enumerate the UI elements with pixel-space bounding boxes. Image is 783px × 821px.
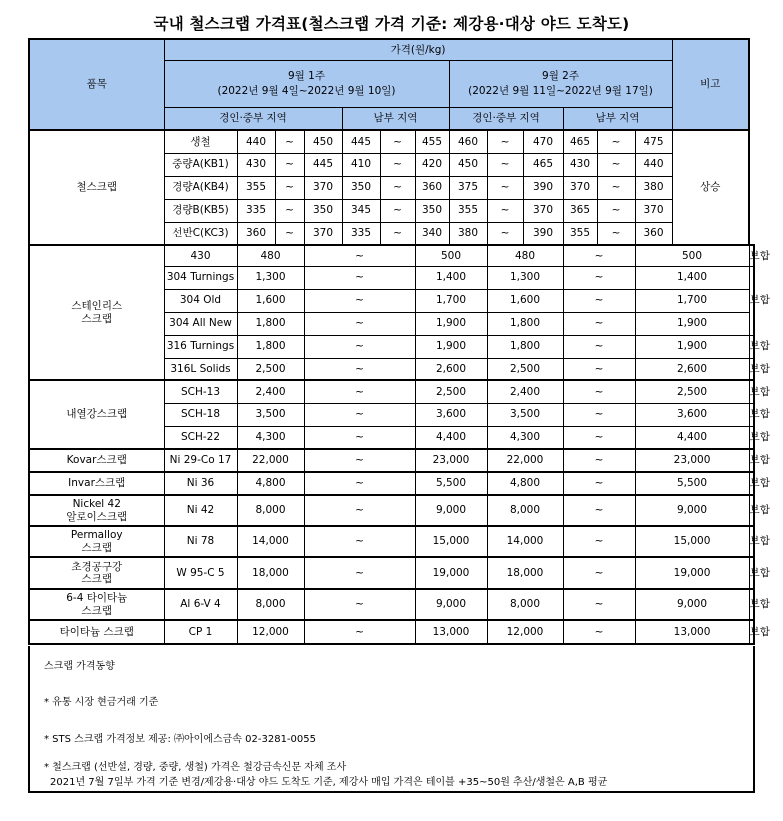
- header-price-unit: 가격(원/kg): [164, 39, 672, 60]
- grade-cell: W 95-C 5: [164, 557, 237, 589]
- range-separator: ~: [304, 312, 415, 335]
- grade-cell: 경량A(KB4): [164, 176, 237, 199]
- price-cell: 340: [415, 222, 449, 245]
- price-cell: 3,600: [635, 403, 749, 426]
- category-alloy-line1: Invar스크랩: [68, 477, 126, 490]
- price-cell: 1,800: [237, 312, 304, 335]
- grade-cell: CP 1: [164, 620, 237, 644]
- price-cell: 14,000: [487, 526, 563, 557]
- range-separator: ~: [380, 130, 415, 153]
- table-row: [29, 130, 754, 153]
- remark-cell: 보합: [749, 266, 754, 335]
- category-alloy: [29, 526, 164, 557]
- range-separator: ~: [563, 358, 635, 380]
- price-cell: 1,600: [487, 289, 563, 312]
- grade-cell: 304 Turnings: [164, 266, 237, 289]
- category-stainless: [29, 245, 164, 380]
- price-cell: 2,400: [237, 380, 304, 403]
- price-cell: 1,900: [635, 312, 749, 335]
- price-cell: 4,300: [487, 426, 563, 449]
- range-separator: ~: [304, 380, 415, 403]
- category-alloy-line2: 알로이스크랩: [66, 510, 128, 523]
- price-cell: 480: [237, 245, 304, 266]
- remark-cell: 보합: [749, 620, 754, 644]
- price-cell: 460: [449, 130, 487, 153]
- price-cell: 1,400: [635, 266, 749, 289]
- range-separator: ~: [304, 335, 415, 358]
- price-cell: 8,000: [237, 495, 304, 526]
- price-cell: 9,000: [415, 589, 487, 620]
- price-cell: 23,000: [635, 449, 749, 472]
- note-cash-basis: * 유통 시장 현금거래 기준: [44, 697, 159, 708]
- grade-cell: Ni 42: [164, 495, 237, 526]
- grade-cell: 경량B(KB5): [164, 199, 237, 222]
- grade-cell: Al 6-V 4: [164, 589, 237, 620]
- price-cell: 390: [523, 176, 563, 199]
- range-separator: ~: [487, 176, 523, 199]
- range-separator: ~: [487, 153, 523, 176]
- category-alloy: [29, 620, 164, 644]
- grade-cell: 선반C(KC3): [164, 222, 237, 245]
- range-separator: ~: [563, 426, 635, 449]
- table-row: [29, 245, 754, 266]
- range-separator: ~: [563, 620, 635, 644]
- price-cell: 22,000: [237, 449, 304, 472]
- price-cell: 420: [415, 153, 449, 176]
- price-cell: 445: [304, 153, 342, 176]
- grade-cell: SCH-22: [164, 426, 237, 449]
- range-separator: ~: [597, 130, 635, 153]
- price-cell: 13,000: [415, 620, 487, 644]
- price-cell: 350: [304, 199, 342, 222]
- range-separator: ~: [563, 245, 635, 266]
- category-alloy: [29, 589, 164, 620]
- week1-range: (2022년 9월 4일~2022년 9월 10일): [217, 85, 396, 97]
- price-cell: 2,600: [635, 358, 749, 380]
- price-cell: 15,000: [415, 526, 487, 557]
- price-cell: 19,000: [415, 557, 487, 589]
- price-cell: 18,000: [487, 557, 563, 589]
- notes-box: [28, 646, 755, 793]
- remark-cell: 보합: [749, 495, 754, 526]
- price-cell: 1,600: [237, 289, 304, 312]
- price-cell: 12,000: [487, 620, 563, 644]
- price-cell: 480: [487, 245, 563, 266]
- price-cell: 1,700: [635, 289, 749, 312]
- week2-region-south: 남부 지역: [563, 107, 672, 130]
- range-separator: ~: [563, 266, 635, 289]
- range-separator: ~: [304, 589, 415, 620]
- price-cell: 1,900: [415, 335, 487, 358]
- range-separator: ~: [304, 526, 415, 557]
- range-separator: ~: [597, 176, 635, 199]
- remark-cell: 보합: [749, 526, 754, 557]
- price-cell: 500: [415, 245, 487, 266]
- note-basis-change: 2021년 7월 7일부 가격 기준 변경/제강용·대상 야드 도착도 기준, 제강사 매입 가격은 테이블 +35~50원 추산/생철은 A,B 평균: [50, 777, 608, 788]
- remark-cell: 보합: [749, 589, 754, 620]
- price-cell: 355: [563, 222, 597, 245]
- grade-cell: Ni 78: [164, 526, 237, 557]
- price-cell: 1,800: [237, 335, 304, 358]
- price-cell: 380: [635, 176, 672, 199]
- range-separator: ~: [487, 130, 523, 153]
- range-separator: ~: [597, 153, 635, 176]
- range-separator: ~: [275, 199, 304, 222]
- price-cell: 430: [563, 153, 597, 176]
- price-cell: 1,400: [415, 266, 487, 289]
- price-cell: 370: [563, 176, 597, 199]
- range-separator: ~: [304, 266, 415, 289]
- table-row: [29, 472, 754, 495]
- range-separator: ~: [304, 289, 415, 312]
- price-cell: 370: [304, 176, 342, 199]
- week2-range: (2022년 9월 11일~2022년 9월 17일): [468, 85, 653, 97]
- grade-cell: SCH-13: [164, 380, 237, 403]
- page-title: 국내 철스크랩 가격표(철스크랩 가격 기준: 제강용·대상 야드 도착도): [153, 15, 630, 33]
- price-cell: 465: [563, 130, 597, 153]
- price-cell: 440: [635, 153, 672, 176]
- price-cell: 4,300: [237, 426, 304, 449]
- price-cell: 360: [635, 222, 672, 245]
- price-cell: 9,000: [635, 495, 749, 526]
- range-separator: ~: [304, 245, 415, 266]
- price-cell: 2,500: [487, 358, 563, 380]
- note-iron-survey: * 철스크랩 (선반설, 경량, 중량, 생철) 가격은 철강금속신문 자체 조사: [44, 762, 347, 773]
- remark-iron-scrap: 상승: [672, 130, 749, 245]
- remark-cell: 보합: [749, 380, 754, 403]
- range-separator: ~: [563, 449, 635, 472]
- table-row: [29, 557, 754, 589]
- range-separator: ~: [275, 153, 304, 176]
- grade-cell: Ni 36: [164, 472, 237, 495]
- category-alloy: [29, 472, 164, 495]
- range-separator: ~: [304, 449, 415, 472]
- range-separator: ~: [304, 426, 415, 449]
- price-cell: 4,800: [487, 472, 563, 495]
- category-alloy-line2: 스크랩: [81, 573, 112, 585]
- price-cell: 3,500: [237, 403, 304, 426]
- range-separator: ~: [563, 380, 635, 403]
- price-cell: 8,000: [487, 589, 563, 620]
- price-table: [28, 38, 770, 645]
- table-row: [29, 526, 754, 557]
- category-stainless-line1: 스테인리스: [71, 300, 123, 313]
- table-row: [29, 495, 754, 526]
- remark-cell: 보합: [749, 426, 754, 449]
- price-cell: 2,400: [487, 380, 563, 403]
- grade-cell: 430: [164, 245, 237, 266]
- category-alloy-line1: 초경공구강: [71, 560, 123, 573]
- price-cell: 350: [342, 176, 380, 199]
- price-cell: 500: [635, 245, 749, 266]
- price-cell: 3,600: [415, 403, 487, 426]
- price-cell: 23,000: [415, 449, 487, 472]
- range-separator: ~: [563, 526, 635, 557]
- price-cell: 1,900: [635, 335, 749, 358]
- price-cell: 455: [415, 130, 449, 153]
- week2-label: 9월 2주: [542, 69, 580, 82]
- price-cell: 2,600: [415, 358, 487, 380]
- price-cell: 3,500: [487, 403, 563, 426]
- price-cell: 19,000: [635, 557, 749, 589]
- price-cell: 350: [415, 199, 449, 222]
- price-cell: 8,000: [237, 589, 304, 620]
- range-separator: ~: [563, 472, 635, 495]
- price-cell: 4,400: [415, 426, 487, 449]
- price-cell: 1,800: [487, 312, 563, 335]
- range-separator: ~: [597, 222, 635, 245]
- price-cell: 22,000: [487, 449, 563, 472]
- notes-heading: 스크랩 가격동향: [44, 661, 115, 672]
- price-cell: 5,500: [415, 472, 487, 495]
- header-week1: [164, 60, 449, 107]
- price-cell: 430: [237, 153, 275, 176]
- category-alloy-line1: Nickel 42: [72, 498, 121, 511]
- remark-cell: 보합: [749, 358, 754, 380]
- category-stainless-line2: 스크랩: [81, 312, 112, 325]
- price-cell: 335: [237, 199, 275, 222]
- price-cell: 370: [304, 222, 342, 245]
- grade-cell: 304 All New: [164, 312, 237, 335]
- range-separator: ~: [563, 335, 635, 358]
- category-iron-scrap: 철스크랩: [29, 130, 164, 245]
- week2-region-central: 경인·중부 지역: [449, 107, 563, 130]
- remark-cell: 보합: [749, 403, 754, 426]
- price-cell: 375: [449, 176, 487, 199]
- price-cell: 370: [635, 199, 672, 222]
- price-cell: 18,000: [237, 557, 304, 589]
- range-separator: ~: [380, 176, 415, 199]
- price-cell: 1,900: [415, 312, 487, 335]
- price-cell: 440: [237, 130, 275, 153]
- price-cell: 465: [523, 153, 563, 176]
- price-cell: 360: [237, 222, 275, 245]
- range-separator: ~: [597, 199, 635, 222]
- remark-cell: 보합: [749, 245, 754, 266]
- range-separator: ~: [487, 199, 523, 222]
- category-heat-resistant: 내열강스크랩: [29, 380, 164, 449]
- grade-cell: 316L Solids: [164, 358, 237, 380]
- grade-cell: 316 Turnings: [164, 335, 237, 358]
- note-sts-provider: * STS 스크랩 가격정보 제공: ㈜아이에스금속 02-3281-0055: [44, 734, 316, 745]
- price-cell: 4,400: [635, 426, 749, 449]
- price-cell: 445: [342, 130, 380, 153]
- range-separator: ~: [563, 495, 635, 526]
- week1-region-south: 남부 지역: [342, 107, 449, 130]
- range-separator: ~: [380, 199, 415, 222]
- remark-cell: 보합: [749, 449, 754, 472]
- header-remark: 비고: [672, 39, 749, 130]
- price-cell: 450: [449, 153, 487, 176]
- remark-cell: 보합: [749, 472, 754, 495]
- category-alloy-line2: 스크랩: [81, 541, 112, 554]
- price-cell: 2,500: [237, 358, 304, 380]
- range-separator: ~: [275, 176, 304, 199]
- range-separator: ~: [304, 403, 415, 426]
- range-separator: ~: [304, 620, 415, 644]
- table-row: [29, 449, 754, 472]
- price-cell: 9,000: [415, 495, 487, 526]
- category-alloy: [29, 449, 164, 472]
- price-cell: 13,000: [635, 620, 749, 644]
- price-cell: 5,500: [635, 472, 749, 495]
- price-cell: 360: [415, 176, 449, 199]
- range-separator: ~: [380, 222, 415, 245]
- category-alloy-line1: 타이타늄 스크랩: [59, 625, 134, 638]
- range-separator: ~: [563, 312, 635, 335]
- price-cell: 355: [237, 176, 275, 199]
- range-separator: ~: [380, 153, 415, 176]
- price-cell: 390: [523, 222, 563, 245]
- grade-cell: SCH-18: [164, 403, 237, 426]
- price-cell: 2,500: [635, 380, 749, 403]
- range-separator: ~: [563, 289, 635, 312]
- price-cell: 1,300: [237, 266, 304, 289]
- price-cell: 450: [304, 130, 342, 153]
- price-cell: 12,000: [237, 620, 304, 644]
- table-row: [29, 620, 754, 644]
- category-alloy-line1: 6-4 타이타늄: [66, 592, 128, 605]
- price-cell: 1,800: [487, 335, 563, 358]
- table-row: [29, 589, 754, 620]
- table-row: [29, 380, 754, 403]
- grade-cell: 304 Old: [164, 289, 237, 312]
- remark-cell: 보합: [749, 335, 754, 358]
- range-separator: ~: [304, 557, 415, 589]
- category-alloy: [29, 495, 164, 526]
- price-cell: 470: [523, 130, 563, 153]
- price-cell: 15,000: [635, 526, 749, 557]
- price-cell: 365: [563, 199, 597, 222]
- price-cell: 380: [449, 222, 487, 245]
- grade-cell: Ni 29-Co 17: [164, 449, 237, 472]
- header-week2: [449, 60, 672, 107]
- range-separator: ~: [563, 403, 635, 426]
- range-separator: ~: [563, 557, 635, 589]
- range-separator: ~: [304, 472, 415, 495]
- price-cell: 410: [342, 153, 380, 176]
- category-alloy-line2: 스크랩: [81, 604, 112, 617]
- category-alloy-line1: Kovar스크랩: [66, 454, 127, 467]
- category-alloy-line1: Permalloy: [70, 529, 123, 542]
- price-cell: 345: [342, 199, 380, 222]
- range-separator: ~: [275, 130, 304, 153]
- week1-region-central: 경인·중부 지역: [164, 107, 342, 130]
- category-alloy: [29, 557, 164, 589]
- price-cell: 475: [635, 130, 672, 153]
- range-separator: ~: [304, 358, 415, 380]
- remark-cell: 보합: [749, 557, 754, 589]
- week1-label: 9월 1주: [288, 69, 325, 82]
- price-cell: 9,000: [635, 589, 749, 620]
- price-cell: 4,800: [237, 472, 304, 495]
- grade-cell: 중량A(KB1): [164, 153, 237, 176]
- price-cell: 1,700: [415, 289, 487, 312]
- price-cell: 14,000: [237, 526, 304, 557]
- price-cell: 1,300: [487, 266, 563, 289]
- price-cell: 2,500: [415, 380, 487, 403]
- price-cell: 370: [523, 199, 563, 222]
- price-cell: 355: [449, 199, 487, 222]
- range-separator: ~: [487, 222, 523, 245]
- range-separator: ~: [275, 222, 304, 245]
- grade-cell: 생철: [164, 130, 237, 153]
- price-cell: 335: [342, 222, 380, 245]
- header-item: 품목: [29, 39, 164, 130]
- range-separator: ~: [563, 589, 635, 620]
- price-cell: 8,000: [487, 495, 563, 526]
- range-separator: ~: [304, 495, 415, 526]
